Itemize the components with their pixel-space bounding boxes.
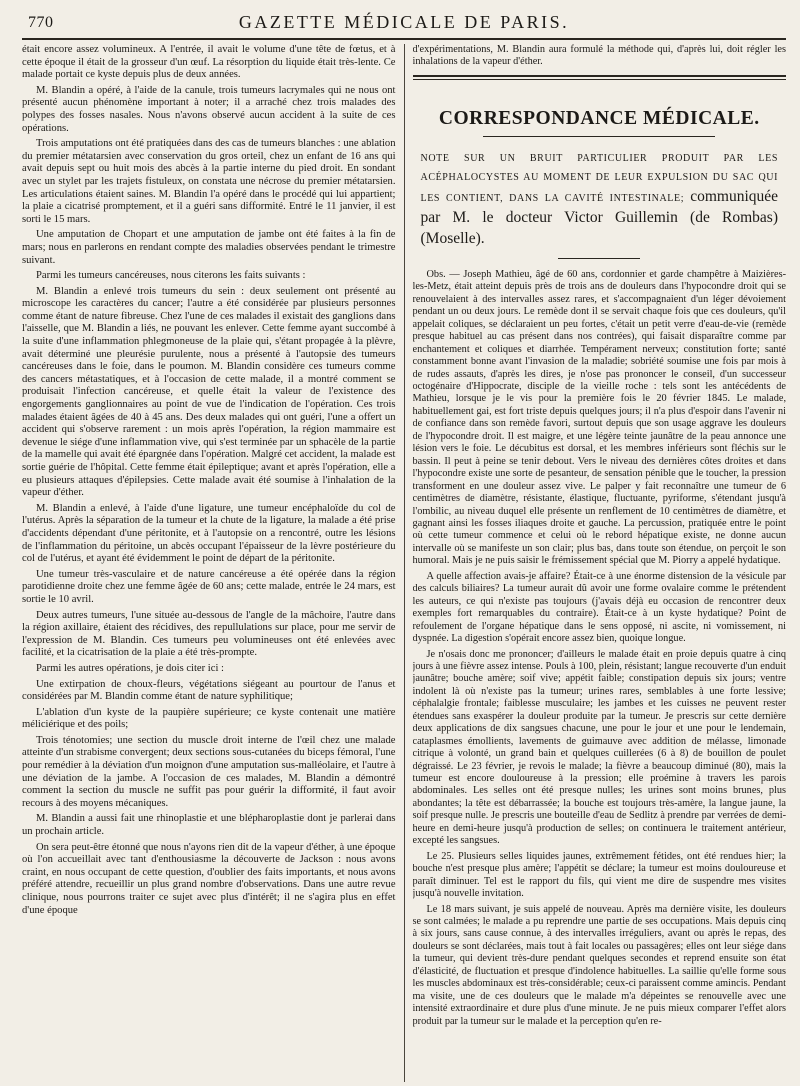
article-paragraph: M. Blandin a aussi fait une rhinoplastie et une blépharoplastie dont je parlerai dans un prochain article. (22, 813, 396, 838)
article-subtitle (421, 149, 779, 250)
article-paragraph: Une extirpation de choux-fleurs, végétations siégeant au pourtour de l'anus et considérées par M. Blandin comme étant de nature syphilitique; (22, 678, 396, 703)
article-paragraph: Une amputation de Chopart et une amputation de jambe ont été faites à la fin de mars; nous en parlerons en rendant compte des maladies observées pendant le trimestre suivant. (22, 229, 396, 266)
right-column (413, 44, 787, 1082)
article-paragraph: d'expérimentations, M. Blandin aura formulé la méthode qui, d'après lui, doit régler les inhalations de la vapeur d'éther. (412, 44, 787, 68)
left-column (22, 44, 396, 1082)
section-end-rule (413, 75, 787, 80)
article-paragraph: Le 25. Plusieurs selles liquides jaunes, extrêmement fétides, ont été rendues hier; la bouche n'est presque plus amère; l'appétit se déclare; la tumeur est moins douloureuse et paraît diminuer. Tel est le rapport du fils, qui vient me dire de suspendre mes visites jusqu'à nouvelle invitation. (412, 850, 787, 900)
article-paragraph: Trois ténotomies; une section du muscle droit interne de l'œil chez une malade atteinte d'un strabisme convergent; deux sections sous-cutanées du biceps fémoral, l'une pour remédier à la déviation d'un moignon d'une amputation sus-malléolaire, et l'autre à une déviation de la jambe. A l'occasion de ces malades, M. Blandin a démontré comment la section du muscle ne suffit pas pour guérir la difformité, il faut avoir recours à des moyens mécaniques. (22, 734, 396, 809)
article-paragraph: Obs. — Joseph Mathieu, âgé de 60 ans, cordonnier et garde champêtre à Maizières-les-Metz, était atteint depuis près de trois ans de douleurs dans l'hypocondre droit qui se renouvelaient à des intervalles assez rares, et s'accompagnaient d'un léger dévoiement pendant un ou deux jours. Le remède dont il se servait chaque fois que ces douleurs, qu'il appelait coliques, se déclaraient un peu fortes, c'était un petit verre d'eau-de-vie (remède presque habituel au cas présent dans nos contrées), qui faisait disparaître comme par enchantement et coliques et diarrhée. Tempérament nerveux; constitution forte; santé constamment bonne avant l'invasion de la maladie; sobriété soumise une fois par mois à de rudes assauts, d'après les dires, je n'ose pas prononcer le conseil, d'un successeur octogénaire d'Hippocrate, disciple de la vieille roche : tels sont les antécédents de Mathieu, lorsque je le vis pour la première fois le 20 février 1845. Le malade, habituellement gai, est fort triste depuis quelques jours; il n'a plus d'espoir dans l'avenir ni de confiance dans son remède favori, surtout depuis que son usage aggrave les douleurs de l'hypocondre droit. Il est maigre, et une légère teinte jaunâtre de la peau annonce une lésion vers le foie. Le décubitus est dorsal, et les membres inférieurs sont fléchis sur le bassin. Il peut à peine se tenir debout. Vers le niveau des dernières côtes droites et dans l'hypocondre existe une sorte de pesanteur, de sensation pénible que le toucher, la pression transforment en une douleur assez vive. Le palper y fait reconnaître une tumeur de 6 centimètres de diamètre, résistante, élastique, fluctuante, pyriforme, s'étendant jusqu'à l'ombilic, au niveau duquel elle présente un renflement de 10 centimètres de diamètre, et gagnant ainsi les fosses iliaques droite et gauche. La percussion, pratiquée entre le point où cette tumeur commence et celui où le rebord hépatique existe, ne donne aucun intervalle où se manifeste un son clair; plus bas, dans toute son étendue, on perçoit le son humoral. Mais je ne puis saisir le frémissement spécial que M. Piorry a appelé hydatique. (412, 268, 787, 567)
article-paragraph: A quelle affection avais-je affaire? Était-ce à une énorme distension de la vésicule par des calculs biliaires? La tumeur aurait dû avoir une forme ovalaire comme le prétendent les auteurs, ce qui n'existe pas toujours (j'avais déjà eu occasion de rencontrer deux exemples fort remarquables du contraire). Était-ce à un kyste hydatique? Point de refoulement de l'organe hépatique dans le sens opposé, ni ascite, ni vomissement, ni dyspnée. La digestion s'opérait encore assez bien, quoique longue. (412, 570, 787, 645)
subtitle-rule (558, 258, 640, 259)
article-paragraph: M. Blandin a enlevé trois tumeurs du sein : deux seulement ont présenté au microscope les caractères du cancer; l'autre a été considérée par plusieurs personnes comme étant de nature fibreuse. Chez l'une de ces malades il existait des ganglions dans l'aisselle, que M. Blandin a liés, ne pouvant les enlever. Cette femme ayant succombé à la suite d'une inflammation phlegmoneuse de la plaie qui, s'étant propagée à la plèvre, avait déterminé une pleurésie purulente, nous a présenté à l'autopsie des tumeurs cancéreuses dans le foie, dans le poumon. M. Blandin considère ces tumeurs comme des cancers métastatiques, et à l'occasion de cette malade, il a montré comment se produisait l'infection cancéreuse, et quelle était la valeur de l'existence des engorgements ganglionnaires au point de vue de l'indication de l'opération. Ces trois malades étaient âgées de 40 à 45 ans. Des deux malades qui ont guéri, l'une a offert un accident qui s'observe rarement : un mois après l'opération, la région mammaire est devenue le siége d'une inflammation vive, qui s'est terminée par un sphacèle de la partie de la mamelle qui avait été épargnée dans l'opération. Malgré cet accident, la malade est sortie guérie de l'hôpital. Cette femme était épileptique; avant et après l'opération, elle a eu plusieurs attaques d'épilepsies. Cette malade avait été soumise à l'inhalation de la vapeur d'éther. (22, 285, 396, 499)
journal-title: GAZETTE MÉDICALE DE PARIS. (238, 11, 570, 32)
article-paragraph: Le 18 mars suivant, je suis appelé de nouveau. Après ma dernière visite, les douleurs se sont calmées; le malade a pu reprendre une partie de ses occupations. Mais depuis cinq à six jours, sans cause connue, à des intervalles irréguliers, avant ou après le repas, des douleurs se sont déclarées, mais tout à fait locales ou passagères; elles ont leur siége dans la tumeur, qui devient très-dure pendant quelques secondes et reprend ensuite son état d'élasticité, de fluctuation et presque d'indolence habituelles. La saillie qu'elle forme sous les muscles abdominaux est très-considérable; ceux-ci paraissent comme amincis. Pendant ma visite, une de ces douleurs que le malade m'a dépeintes se renouvelle avec une intensité extraordinaire et dure plus d'une minute. Je ne puis mieux comparer l'effet alors produit par la tumeur sur le malade et la perception qu'en re- (412, 903, 787, 1027)
article-paragraph: On sera peut-être étonné que nous n'ayons rien dit de la vapeur d'éther, à une époque où l'on accueillait avec tant d'enthousiasme la découverte de Jackson : nous avons craint, en nous occupant de cette question, d'oublier des faits importants, et nous avons préféré attendre, recueillir un plus grand nombre d'observations. Dans une autre revue clinique, nous pourrons traiter ce sujet avec plus d'intérêt; il ne s'agira plus en effet d'une époque (22, 841, 396, 916)
column-divider (404, 44, 405, 1082)
section-title-rule (483, 136, 715, 137)
article-paragraph: L'ablation d'un kyste de la paupière supérieure; ce kyste contenait une matière méliciérique et des poils; (22, 706, 396, 731)
page-number: 770 (28, 14, 54, 31)
article-paragraph: M. Blandin a enlevé, à l'aide d'une ligature, une tumeur encéphaloïde du col de l'utérus. Après la séparation de la tumeur et la chute de la ligature, la malade a été prise d'accidents dépendant d'une péritonite, et à l'autopsie on a rencontré, outre les lésions de l'inflammation du péritoine, un abcès occupant l'épaisseur de la lèvre postérieure du col de l'utérus, et ayant été évidemment le point de départ de la péritonite. (22, 502, 396, 565)
article-paragraph: Une tumeur très-vasculaire et de nature cancéreuse a été opérée dans la région parotidienne droite chez une femme âgée de 60 ans; cette malade, entrée le 24 mars, est sortie le 10 avril. (22, 568, 396, 605)
two-column-body (22, 44, 786, 1082)
article-paragraph: M. Blandin a opéré, à l'aide de la canule, trois tumeurs lacrymales qui ne nous ont présenté aucun phénomène important à noter; il a arraché chez trois malades des polypes des fosses nasales. Nous n'avons observé aucun accident à la suite de ces opérations. (22, 84, 396, 134)
section-title: CORRESPONDANCE MÉDICALE. (438, 107, 760, 129)
article-paragraph: Parmi les tumeurs cancéreuses, nous citerons les faits suivants : (36, 270, 306, 282)
article-paragraph: Parmi les autres opérations, je dois citer ici : (36, 662, 224, 674)
article-paragraph: Trois amputations ont été pratiquées dans des cas de tumeurs blanches : une ablation du premier métatarsien avec conservation du gros orteil, chez un enfant de 16 ans qui avait depuis sept ou huit mois des abcès à la partie interne du pied droit. En sondant avec un stylet par les trajets fistuleux, on constata une nécrose du premier métatarsien. Les articulations étaient saines. M. Blandin l'a opéré dans le procédé qui lui appartient; la plaie a cicatrisé promptement, et il a guéri sans difformité. Entré le 11 janvier, il est sorti le 15 mars. (22, 138, 396, 225)
article-paragraph: Je n'osais donc me prononcer; d'ailleurs le malade était en proie depuis quatre à cinq jours à une fièvre assez intense. Pouls à 100, plein, résistant; langue recouverte d'un enduit jaunâtre; bouche amère; soif vive; appétit faible; constipation depuis six jours; ventre indolent là où n'existe pas la tumeur; urines rares, semblables à une forte lessive; céphalalgie frontale; faiblesse musculaire; les jambes et les cuisses ne peuvent rester étendues sans exaspérer la douleur produite par la tumeur. Je prescris sur cette dernière deux applications de dix sangsues chacune, une pour le jour et une pour le lendemain, cataplasmes émollients, lavements de guimauve avec addition de mélasse, limonade citrique à volonté, un grand bain et quelques cuillerées (6 à 8) de bouillon de poulet dégraissé. Le 23 février, je revois le malade; la fièvre a beaucoup diminué (80), mais la tumeur est encore douloureuse à la pression; elle proémine à travers les parois abdominales. Les selles ont été presque nulles; les urines sont moins brunes, plus abondantes; la tête est débarrassée; la bouche est toujours très-amère, la langue jaune, la soif presque nulle. Je prescris une bouteille d'eau de Sedlitz à prendre par verrées de demi-heure en demi-heure jusqu'à production de selles; on continuera le traitement antérieur, excepté les sangsues. (412, 648, 787, 847)
article-paragraph: Deux autres tumeurs, l'une située au-dessous de l'angle de la mâchoire, l'autre dans la région axillaire, étaient des récidives, des repullulations sur place, pour me servir de l'expression de M. Blandin. Ces tumeurs peu volumineuses ont été enlevées avec facilité, et la cicatrisation de la plaie a été très-prompte. (22, 609, 396, 659)
subtitle-caps: NOTE SUR UN BRUIT PARTICULIER PRODUIT PAR LES ACÉPHALOCYSTES AU MOMENT DE LEUR EXPULSION DU SAC QUI LES CONTIENT, DANS LA CAVITÉ INTESTINALE; (420, 152, 779, 204)
subtitle-author: communiquée par M. le docteur Victor Guillemin (de Rombas) (Moselle). (420, 187, 779, 247)
page-header (22, 0, 786, 40)
article-paragraph: était encore assez volumineux. A l'entrée, il avait le volume d'une tête de fœtus, et à cette époque il était de la grosseur d'un œuf. La résorption du liquide était très-lente. Ce malade portait ce kyste depuis plus de deux années. (22, 44, 396, 81)
